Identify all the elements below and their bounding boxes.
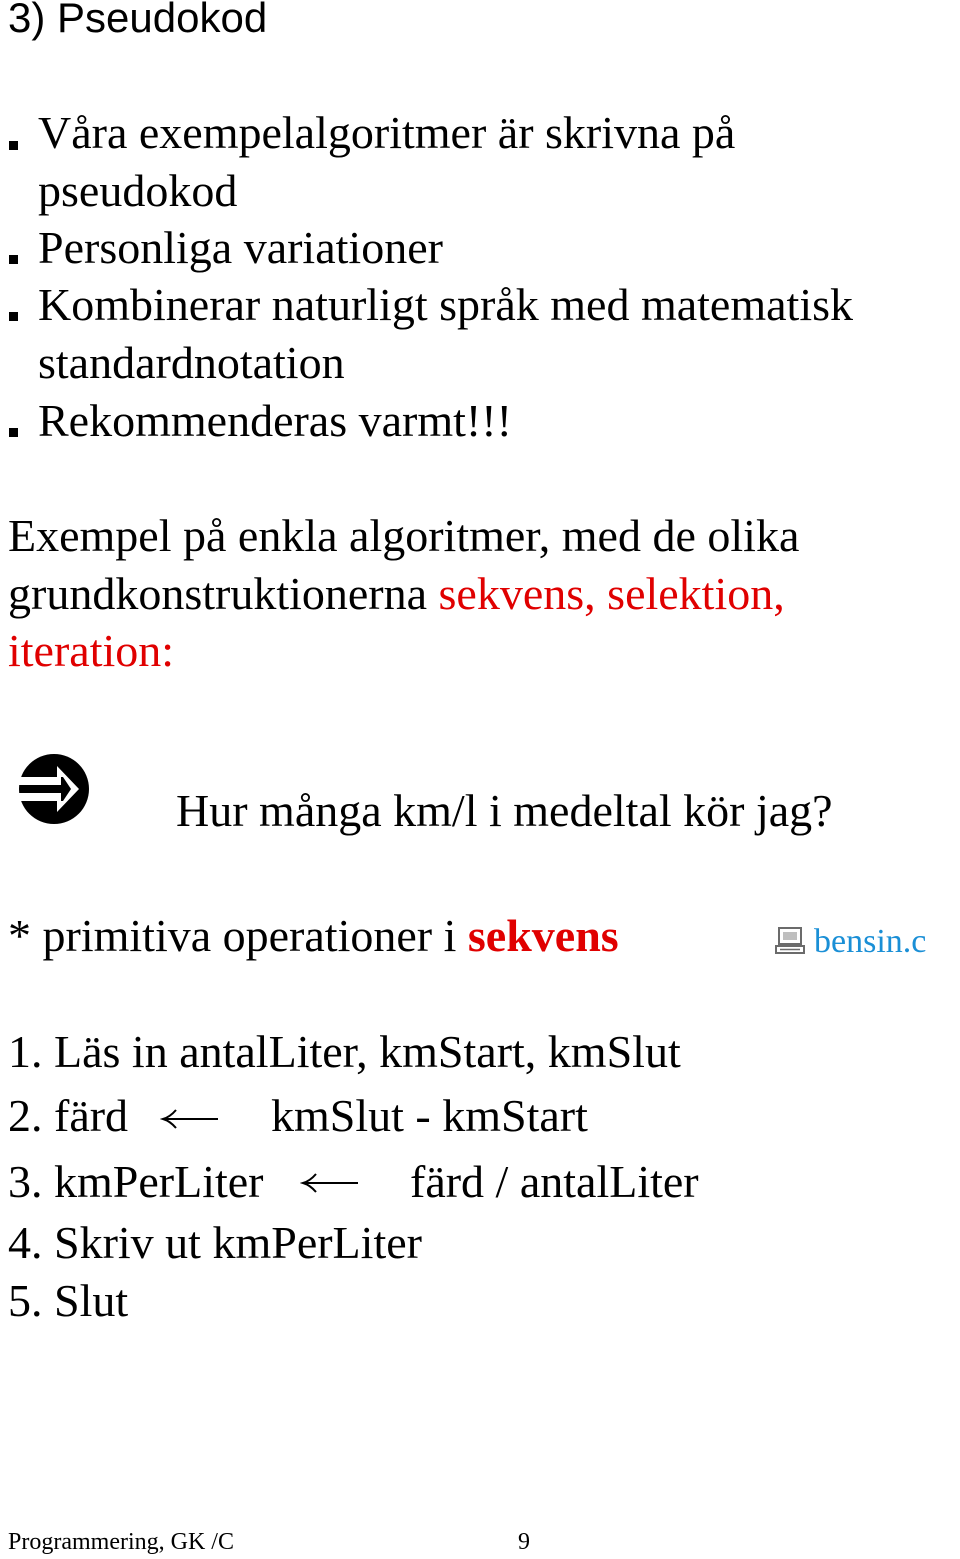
bullet-item-1-line1: Våra exempelalgoritmer är skrivna på xyxy=(38,107,736,158)
square-bullet-icon xyxy=(9,141,18,150)
primitive-prefix: * primitiva operationer i xyxy=(8,910,468,961)
sequence-highlight: sekvens xyxy=(467,910,619,961)
step-3-right: färd / antalLiter xyxy=(410,1156,699,1207)
bullet-item-2: Personliga variationer xyxy=(38,222,443,273)
bullet-item-3-line1: Kombinerar naturligt språk med matematisk xyxy=(38,279,853,330)
left-arrow-icon xyxy=(300,1172,360,1194)
page-title: 3) Pseudokod xyxy=(8,0,268,41)
intro-line-2 xyxy=(8,565,785,623)
intro-line-1: Exempel på enkla algoritmer, med de olika xyxy=(8,510,800,561)
circle-arrow-right-icon xyxy=(17,752,91,826)
bullet-item-4: Rekommenderas varmt!!! xyxy=(38,395,512,446)
computer-icon xyxy=(775,927,805,955)
step-1: 1. Läs in antalLiter, kmStart, kmSlut xyxy=(8,1026,681,1077)
primitive-line xyxy=(8,907,619,965)
square-bullet-icon xyxy=(9,428,18,437)
intro-text: grundkonstruktionerna xyxy=(8,568,439,619)
step-3-left: 3. kmPerLiter xyxy=(8,1156,264,1207)
constructs-highlight: sekvens, selektion, xyxy=(438,568,785,619)
bullet-item-3-line2: standardnotation xyxy=(38,337,345,388)
step-4: 4. Skriv ut kmPerLiter xyxy=(8,1217,422,1268)
intro-line-3: iteration: xyxy=(8,625,175,676)
footer-page-number: 9 xyxy=(518,1529,530,1555)
bensin-file-link[interactable]: bensin.c xyxy=(814,923,927,960)
square-bullet-icon xyxy=(9,255,18,264)
left-arrow-icon xyxy=(160,1108,220,1130)
question-text: Hur många km/l i medeltal kör jag? xyxy=(176,785,833,836)
footer-course: Programmering, GK /C xyxy=(8,1529,234,1555)
square-bullet-icon xyxy=(9,312,18,321)
step-2-right: kmSlut - kmStart xyxy=(271,1090,588,1141)
step-2-left: 2. färd xyxy=(8,1090,129,1141)
bullet-item-1-line2: pseudokod xyxy=(38,165,238,216)
step-5: 5. Slut xyxy=(8,1275,129,1326)
